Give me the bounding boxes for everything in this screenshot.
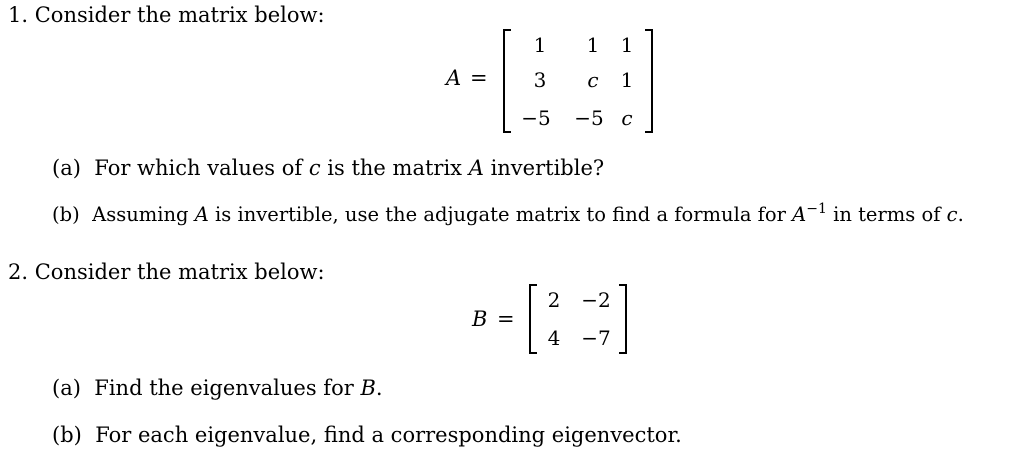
inverse-exponent: −1 [806,201,827,217]
variable-a: A [468,156,484,180]
problem-number: 2. [8,260,29,284]
matrix-a-cell: 1 [533,33,547,57]
problem-2-heading [8,262,325,283]
problem-intro: Consider the matrix below: [34,3,325,27]
problem-2-part-b [52,425,682,446]
part-text: For each eigenvalue, find a corresponding eigenvector. [95,423,682,447]
part-text: For which values of [94,156,303,180]
part-text: is invertible, use the adjugate matrix to find a formula for [215,203,786,226]
part-text: is the matrix [327,156,463,180]
matrix-a-cell: c [621,106,633,130]
variable-a: A [792,203,807,226]
matrix-b-cell: −7 [581,326,611,350]
matrix-a-cell: 1 [586,33,600,57]
problem-number: 1. [8,3,29,27]
problem-1-heading [8,5,325,26]
matrix-bracket-left [503,29,511,133]
variable-b: B [360,376,376,400]
problem-2-part-a [52,378,383,399]
matrix-a-cell: −5 [521,106,551,130]
part-text: in terms of [833,203,941,226]
part-label: (a) [52,376,81,400]
matrix-b-cell: −2 [581,288,611,312]
matrix-a-cell: 3 [533,68,547,92]
matrix-a-cell: c [587,68,599,92]
part-text: invertible? [490,156,605,180]
equals-sign: = [470,66,488,90]
matrix-bracket-right [619,284,627,354]
problem-1-part-a [52,158,604,179]
variable-c: c [946,203,958,226]
part-label: (a) [52,156,81,180]
matrix-a-cell: 1 [620,68,634,92]
variable-a: A [194,203,209,226]
matrix-b-cell: 2 [547,288,561,312]
part-text: Find the eigenvalues for [94,376,354,400]
part-label: (b) [52,423,82,447]
equals-sign: = [497,307,515,331]
matrix-a-cell: −5 [574,106,604,130]
part-label: (b) [52,203,80,226]
matrix-b-cell: 4 [547,326,561,350]
part-text: . [375,376,383,400]
part-text: Assuming [92,203,189,226]
matrix-name: A [446,66,462,90]
matrix-a-cell: 1 [620,33,634,57]
matrix-name: B [472,307,488,331]
problem-intro: Consider the matrix below: [34,260,325,284]
part-text: . [957,203,964,226]
problem-1-part-b [52,201,964,226]
variable-c: c [308,156,321,180]
